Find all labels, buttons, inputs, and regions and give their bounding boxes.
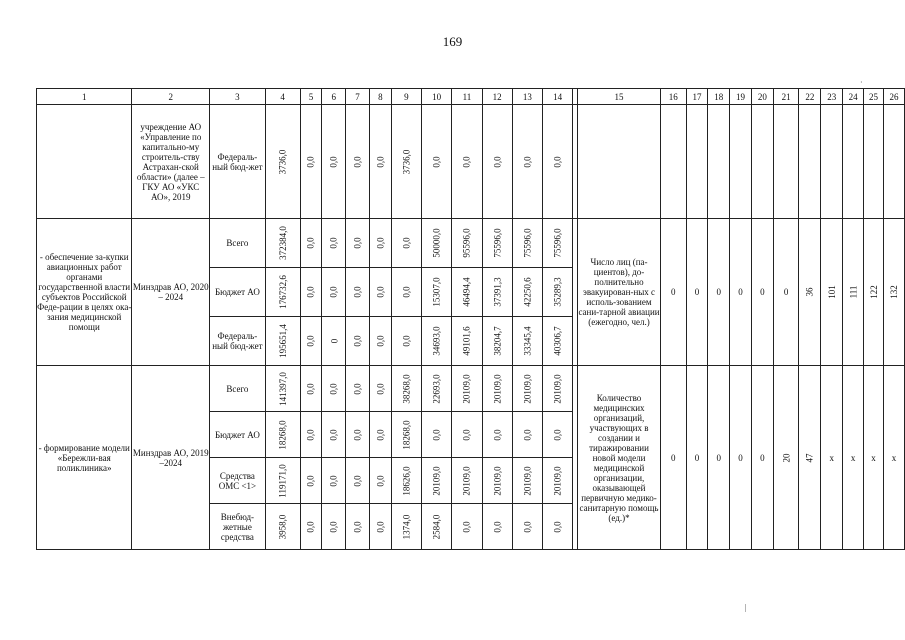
cell-value: 0,0 [401, 335, 412, 347]
cell-value: 0,0 [375, 335, 386, 347]
value-cell [300, 219, 322, 268]
cell-value: 0,0 [375, 474, 386, 487]
cell-value: 119171,0 [277, 463, 288, 498]
indicator-value-cell [799, 105, 821, 219]
indicator-value-cell: 0 [751, 219, 773, 366]
indicator-value-cell: 0 [708, 366, 730, 550]
cell-value: 35289,3 [552, 277, 563, 307]
header-cell: 5 [300, 89, 322, 105]
header-cell: 10 [422, 89, 452, 105]
cell-value: 0,0 [352, 520, 363, 533]
value-cell [391, 268, 421, 317]
cell-value: 38268,0 [401, 373, 412, 404]
cell-value: 75596,0 [552, 228, 563, 258]
value-cell [482, 317, 512, 366]
cell-value: 2584,0 [431, 514, 442, 539]
indicator-value-cell: x [843, 366, 864, 550]
value-cell [543, 504, 573, 550]
cell-value: 75596,0 [492, 228, 503, 258]
source-cell: Всего [210, 366, 266, 412]
indicator-value-cell [821, 105, 843, 219]
header-cell: 22 [799, 89, 821, 105]
value-cell [369, 317, 391, 366]
indicator-value-cell [686, 105, 708, 219]
executor-cell: учреждение АО «Управление по капитально-му строитель-ству Астрахан-ской области» (далее – ГКУ АО «УКС АО», 2019 [132, 105, 210, 219]
value-cell [512, 105, 542, 219]
executor-cell: Минздрав АО, 2019 –2024 [132, 366, 210, 550]
value-cell [322, 219, 346, 268]
cell-value: 3736,0 [401, 149, 412, 174]
cell-value: 0,0 [522, 155, 533, 168]
value-cell [452, 105, 482, 219]
cell-value: 0,0 [305, 335, 316, 347]
value-cell [265, 317, 300, 366]
value-cell [322, 268, 346, 317]
cell-value: 0,0 [492, 428, 503, 441]
header-cell: 8 [369, 89, 391, 105]
cell-value: 0,0 [328, 237, 339, 249]
cell-value: 33345,4 [522, 326, 533, 356]
header-cell: 9 [391, 89, 421, 105]
cell-value: 15307,0 [431, 277, 442, 307]
value-cell [391, 366, 421, 412]
value-cell [391, 458, 421, 504]
value-cell [300, 366, 322, 412]
header-row [37, 89, 905, 105]
value-cell [300, 268, 322, 317]
indicator-value-cell: 0 [686, 366, 708, 550]
value-cell [452, 458, 482, 504]
indicator-value-cell: 0 [751, 366, 773, 550]
header-cell: 1 [37, 89, 132, 105]
header-cell: 6 [322, 89, 346, 105]
source-cell: Средства ОМС <1> [210, 458, 266, 504]
cell-value: 20109,0 [431, 465, 442, 496]
source-cell: Федераль-ный бюд-жет [210, 105, 266, 219]
cell-value: 0,0 [375, 520, 386, 533]
table-row [37, 366, 905, 412]
cell-value: 122 [868, 285, 879, 299]
table-row [37, 219, 905, 268]
value-cell [512, 366, 542, 412]
cell-value: 0,0 [552, 520, 563, 533]
event-cell: - обеспечение за-купки авиационных работ органами государственной власти субъектов Российской Феде-рации в целях ока-зания медицинской помощи [37, 219, 132, 366]
value-cell [512, 458, 542, 504]
value-cell [300, 458, 322, 504]
cell-value: 0,0 [401, 286, 412, 298]
cell-value: 75596,0 [522, 228, 533, 258]
header-cell: 14 [543, 89, 573, 105]
value-cell [346, 412, 370, 458]
cell-value: 0,0 [305, 520, 316, 533]
indicator-value-cell: x [821, 366, 843, 550]
value-cell [300, 317, 322, 366]
indicator-cell: Число лиц (па-циентов), до-полнительно эвакуирован-ных с исполь-зованием сани-тарной авиации (ежегодно, чел.) [578, 219, 661, 366]
cell-value: 22693,0 [431, 373, 442, 404]
value-cell [322, 366, 346, 412]
cell-value: 0,0 [431, 428, 442, 441]
value-cell [452, 317, 482, 366]
indicator-value-cell: 0 [730, 366, 752, 550]
indicator-value-cell: x [883, 366, 904, 550]
cell-value: 46494,4 [461, 277, 472, 307]
header-cell: 3 [210, 89, 266, 105]
cell-value: 0,0 [522, 428, 533, 441]
header-cell: 12 [482, 89, 512, 105]
source-cell: Всего [210, 219, 266, 268]
cell-value: 0,0 [375, 428, 386, 441]
header-cell: 18 [708, 89, 730, 105]
cell-value: 176732,6 [277, 275, 288, 309]
value-cell [265, 366, 300, 412]
indicator-value-cell [730, 105, 752, 219]
value-cell [322, 105, 346, 219]
cell-value: 0,0 [305, 428, 316, 441]
cell-value: 111 [848, 285, 859, 299]
cell-value: 37391,3 [492, 277, 503, 307]
cell-value: 372384,0 [277, 226, 288, 260]
cell-value: 0,0 [552, 428, 563, 441]
cell-value: 50000,0 [431, 228, 442, 258]
cell-value: 0,0 [328, 155, 339, 168]
cell-value: 0,0 [492, 520, 503, 533]
value-cell [482, 366, 512, 412]
value-cell [512, 268, 542, 317]
value-cell [391, 317, 421, 366]
cell-value: 0,0 [461, 155, 472, 168]
cell-value: 42250,6 [522, 277, 533, 307]
indicator-value-cell [843, 219, 864, 366]
value-cell [543, 317, 573, 366]
value-cell [422, 412, 452, 458]
value-cell [512, 317, 542, 366]
header-cell: 20 [751, 89, 773, 105]
cell-value: 34693,0 [431, 326, 442, 356]
value-cell [369, 366, 391, 412]
header-cell: 15 [578, 89, 661, 105]
cell-value: 0,0 [352, 286, 363, 298]
value-cell [512, 412, 542, 458]
indicator-value-cell [708, 105, 730, 219]
header-cell: 11 [452, 89, 482, 105]
cell-value: 18268,0 [401, 419, 412, 450]
indicator-value-cell [773, 366, 799, 550]
value-cell [422, 317, 452, 366]
indicator-value-cell: x [864, 366, 884, 550]
value-cell [369, 412, 391, 458]
value-cell [300, 105, 322, 219]
indicator-value-cell [799, 219, 821, 366]
cell-value: 0,0 [305, 474, 316, 487]
cell-value: 0,0 [492, 155, 503, 168]
cell-value: 0,0 [352, 335, 363, 347]
table-row [37, 105, 905, 219]
header-cell: 4 [265, 89, 300, 105]
cell-value: 3958,0 [277, 514, 288, 539]
value-cell [265, 458, 300, 504]
cell-value: 1374,0 [401, 514, 412, 539]
value-cell [422, 366, 452, 412]
value-cell [369, 105, 391, 219]
value-cell [391, 412, 421, 458]
cell-value: 20109,0 [461, 373, 472, 404]
cell-value: 20109,0 [492, 465, 503, 496]
value-cell [300, 412, 322, 458]
cell-value: 0,0 [305, 382, 316, 395]
value-cell [452, 412, 482, 458]
header-cell: 2 [132, 89, 210, 105]
source-cell: Бюджет АО [210, 412, 266, 458]
source-cell: Федераль-ный бюд-жет [210, 317, 266, 366]
value-cell [422, 105, 452, 219]
indicator-cell [578, 105, 661, 219]
value-cell [482, 504, 512, 550]
value-cell [452, 268, 482, 317]
value-cell [422, 268, 452, 317]
indicator-value-cell: 0 [773, 219, 799, 366]
value-cell [391, 219, 421, 268]
cell-value: 0,0 [522, 520, 533, 533]
cell-value: 141397,0 [277, 371, 288, 406]
indicator-value-cell: 0 [708, 219, 730, 366]
indicator-value-cell: 0 [660, 366, 686, 550]
cell-value: 0,0 [328, 474, 339, 487]
cell-value: 0,0 [461, 520, 472, 533]
value-cell [369, 504, 391, 550]
indicator-value-cell: 0 [730, 219, 752, 366]
indicator-value-cell [864, 105, 884, 219]
cell-value: 18626,0 [401, 465, 412, 496]
value-cell [369, 268, 391, 317]
value-cell [482, 219, 512, 268]
value-cell [265, 412, 300, 458]
header-cell: 21 [773, 89, 799, 105]
value-cell [265, 219, 300, 268]
value-cell [265, 504, 300, 550]
value-cell [322, 412, 346, 458]
value-cell [482, 268, 512, 317]
scan-mark: · [860, 78, 863, 87]
cell-value: 38204,7 [492, 326, 503, 356]
value-cell [422, 219, 452, 268]
indicator-value-cell: 0 [660, 219, 686, 366]
indicator-value-cell [864, 219, 884, 366]
indicator-cell: Количество медицинских организаций, участвующих в создании и тиражировании новой модели медицинской организации, оказывающей первичную медико-санитарную помощь (ед.)* [578, 366, 661, 550]
value-cell [346, 105, 370, 219]
value-cell [322, 317, 346, 366]
header-cell: 7 [346, 89, 370, 105]
value-cell [482, 412, 512, 458]
value-cell [482, 105, 512, 219]
cell-value: 47 [804, 453, 815, 462]
header-cell: 26 [883, 89, 904, 105]
cell-value: 0,0 [461, 428, 472, 441]
cell-value: 0,0 [352, 428, 363, 441]
header-cell: 13 [512, 89, 542, 105]
value-cell [543, 412, 573, 458]
cell-value: 20109,0 [522, 373, 533, 404]
cell-value: 20109,0 [492, 373, 503, 404]
cell-value: 0,0 [328, 520, 339, 533]
cell-value: 0,0 [305, 286, 316, 298]
cell-value: 0,0 [375, 286, 386, 298]
event-cell: - формирование модели «Бережли-вая поликлиника» [37, 366, 132, 550]
cell-value: 0,0 [305, 237, 316, 249]
cell-value: 0,0 [375, 237, 386, 249]
cell-value: 95596,0 [461, 228, 472, 258]
value-cell [452, 219, 482, 268]
value-cell [322, 458, 346, 504]
indicator-value-cell [773, 105, 799, 219]
cell-value: 0,0 [401, 237, 412, 249]
header-cell: 19 [730, 89, 752, 105]
program-table [36, 88, 905, 550]
indicator-value-cell [799, 366, 821, 550]
value-cell [543, 458, 573, 504]
indicator-value-cell [660, 105, 686, 219]
cell-value: 20109,0 [461, 465, 472, 496]
cell-value: 132 [888, 285, 899, 299]
cell-value: 40306,7 [552, 326, 563, 356]
value-cell [391, 105, 421, 219]
value-cell [369, 219, 391, 268]
cell-value: 0 [328, 338, 339, 344]
header-cell: 23 [821, 89, 843, 105]
cell-value: 20 [781, 453, 792, 462]
value-cell [265, 105, 300, 219]
value-cell [512, 219, 542, 268]
cell-value: 3736,0 [277, 149, 288, 174]
cell-value: 0,0 [431, 155, 442, 168]
value-cell [543, 219, 573, 268]
cell-value: 0,0 [328, 382, 339, 395]
value-cell [543, 366, 573, 412]
cell-value: 0,0 [375, 155, 386, 168]
value-cell [452, 504, 482, 550]
executor-cell: Минздрав АО, 2020 – 2024 [132, 219, 210, 366]
value-cell [543, 268, 573, 317]
cell-value: 36 [804, 287, 815, 297]
indicator-value-cell [821, 219, 843, 366]
cell-value: 101 [826, 285, 837, 299]
value-cell [422, 504, 452, 550]
cell-value: 0,0 [352, 474, 363, 487]
value-cell [369, 458, 391, 504]
value-cell [543, 105, 573, 219]
value-cell [512, 504, 542, 550]
cell-value: 20109,0 [552, 373, 563, 404]
header-cell: 16 [660, 89, 686, 105]
cell-value: 0,0 [305, 155, 316, 168]
value-cell [322, 504, 346, 550]
value-cell [346, 268, 370, 317]
cell-value: 0,0 [352, 237, 363, 249]
cell-value: 20109,0 [552, 465, 563, 496]
value-cell [346, 219, 370, 268]
cell-value: 195651,4 [277, 324, 288, 358]
cell-value: 20109,0 [522, 465, 533, 496]
indicator-value-cell: 0 [686, 219, 708, 366]
indicator-value-cell [843, 105, 864, 219]
value-cell [300, 504, 322, 550]
header-cell: 24 [843, 89, 864, 105]
header-cell: 25 [864, 89, 884, 105]
value-cell [482, 458, 512, 504]
cell-value: 0,0 [352, 382, 363, 395]
cell-value: 0,0 [552, 155, 563, 168]
scan-mark-2: | [745, 603, 747, 612]
source-cell: Бюджет АО [210, 268, 266, 317]
cell-value: 0,0 [328, 428, 339, 441]
cell-value: 49101,6 [461, 326, 472, 356]
value-cell [346, 317, 370, 366]
value-cell [346, 366, 370, 412]
indicator-value-cell [883, 105, 904, 219]
indicator-value-cell [883, 219, 904, 366]
value-cell [422, 458, 452, 504]
source-cell: Внебюд-жетные средства [210, 504, 266, 550]
page-number: 169 [442, 34, 463, 49]
value-cell [265, 268, 300, 317]
value-cell [346, 504, 370, 550]
cell-value: 18268,0 [277, 419, 288, 450]
cell-value: 0,0 [352, 155, 363, 168]
value-cell [452, 366, 482, 412]
cell-value: 0,0 [328, 286, 339, 298]
cell-value: 0,0 [375, 382, 386, 395]
indicator-value-cell [751, 105, 773, 219]
event-cell [37, 105, 132, 219]
value-cell [391, 504, 421, 550]
header-cell: 17 [686, 89, 708, 105]
value-cell [346, 458, 370, 504]
